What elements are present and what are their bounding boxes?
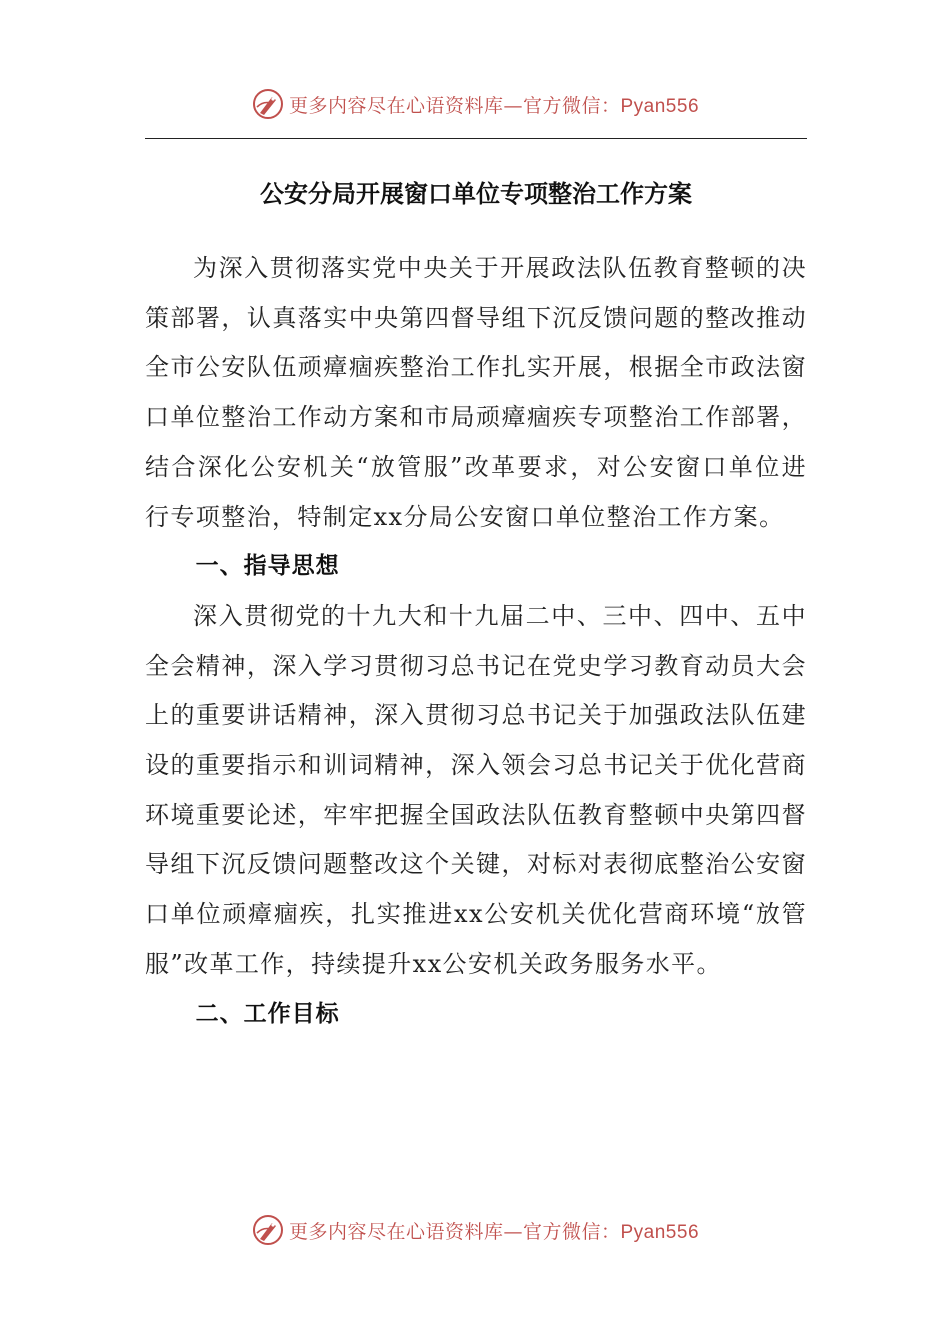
watermark-wechat-id: Pyan556 — [620, 95, 700, 117]
pen-nib-logo-icon — [251, 1213, 285, 1247]
footer-watermark-inner — [251, 1213, 699, 1247]
watermark-official-label: 官方微信： — [522, 1220, 621, 1243]
watermark-slogan: 更多内容尽在心语资料库 — [288, 94, 504, 117]
watermark-dash: — — [503, 94, 523, 117]
watermark-text — [289, 91, 699, 118]
header-watermark — [0, 84, 950, 124]
section-paragraph-guiding-ideology: 深入贯彻党的十九大和十九届二中、三中、四中、五中全会精神，深入学习贯彻习总书记在党史学习教育动员大会上的重要讲话精神，深入贯彻习总书记关于加强政法队伍建设的重要指示和训词精神，深入领会习总书记关于优化营商环境重要论述，牢牢把握全国政法队伍教育整顿中央第四督导组下沉反馈问题整改这个关键，对标对表彻底整治公安窗口单位顽瘴痼疾，扎实推进xx公安机关优化营商环境“放管服”改革工作，持续提升xx公安机关政务服务水平。 — [145, 601, 807, 978]
pen-nib-logo-icon — [251, 87, 285, 121]
watermark-dash: — — [503, 1220, 523, 1243]
watermark-wechat-id: Pyan556 — [620, 1221, 700, 1243]
footer-watermark — [0, 1210, 950, 1250]
section-heading-guiding-ideology: 一、指导思想 — [195, 553, 340, 580]
section-heading-work-goals: 二、工作目标 — [195, 1000, 340, 1027]
watermark-text — [289, 1217, 699, 1244]
watermark-official-label: 官方微信： — [522, 94, 621, 117]
intro-paragraph: 为深入贯彻落实党中央关于开展政法队伍教育整顿的决策部署，认真落实中央第四督导组下沉反馈问题的整改推动全市公安队伍顽瘴痼疾整治工作扎实开展，根据全市政法窗口单位整治工作动方案和市局顽瘴痼疾专项整治工作部署，结合深化公安机关“放管服”改革要求，对公安窗口单位进行专项整治，特制定xx分局公安窗口单位整治工作方案。 — [145, 254, 807, 531]
watermark-slogan: 更多内容尽在心语资料库 — [288, 1220, 504, 1243]
document-title: 公安分局开展窗口单位专项整治工作方案 — [260, 179, 692, 208]
document-body — [145, 244, 807, 1039]
header-divider — [145, 138, 807, 139]
header-watermark-inner — [251, 87, 699, 121]
